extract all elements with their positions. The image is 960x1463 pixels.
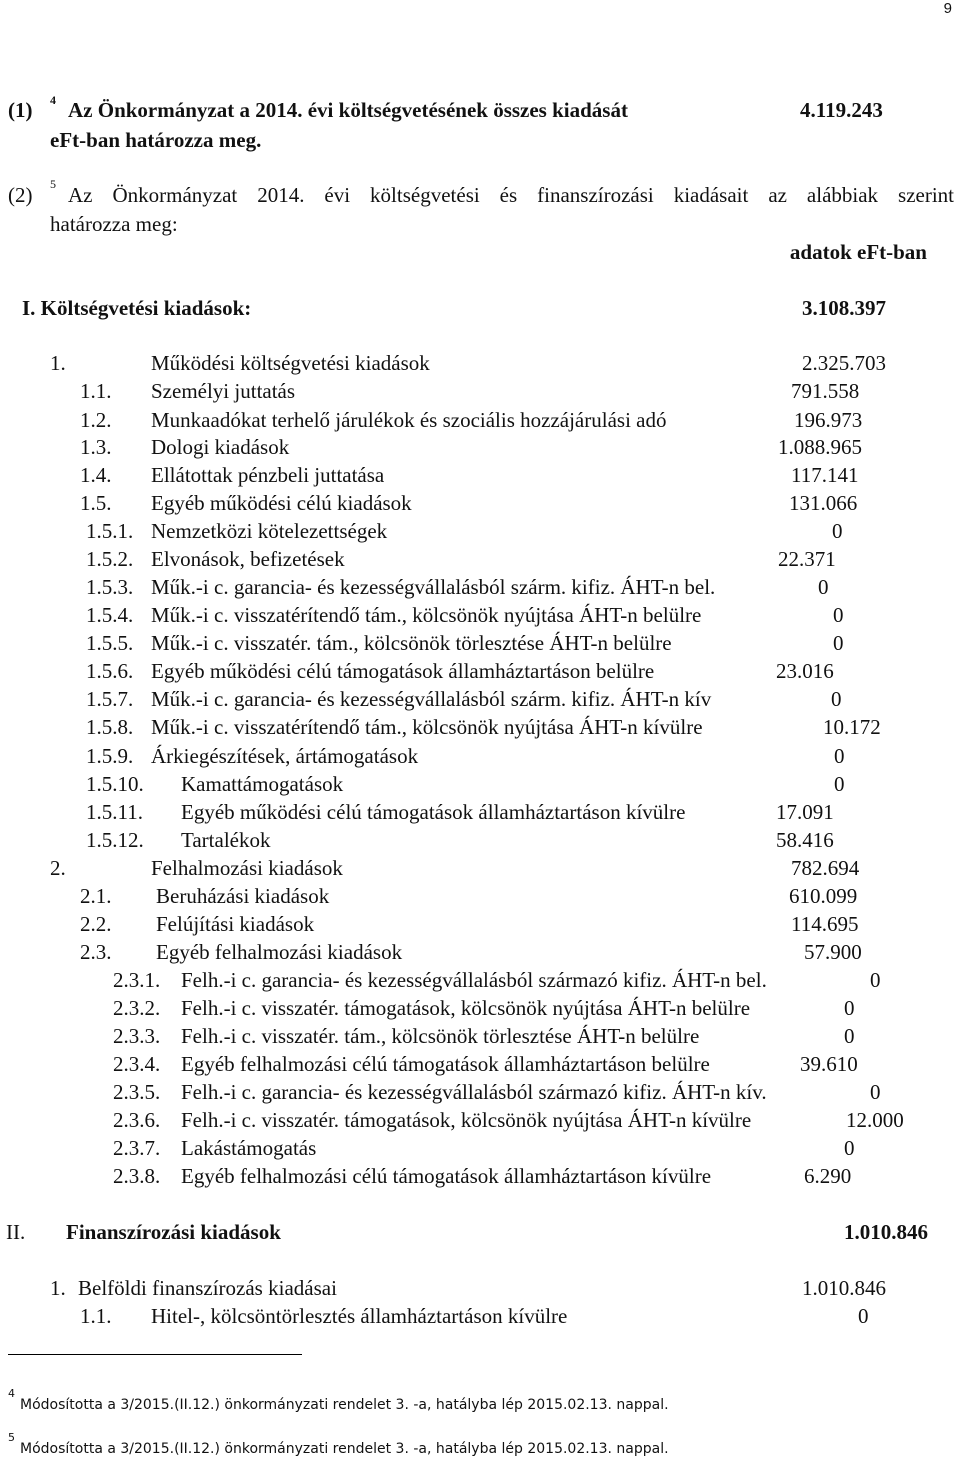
row-label: Felújítási kiadások [156, 912, 315, 936]
row-label: Kamattámogatások [181, 772, 344, 796]
row-value: 782.694 [791, 856, 860, 880]
row-number: 1.1. [80, 379, 112, 403]
row-value: 117.141 [791, 463, 859, 487]
row-value: 791.558 [791, 379, 860, 403]
row-number: 2.3.5. [113, 1080, 161, 1104]
para2-text: Az Önkormányzat 2014. évi költségvetési és finanszírozási kiadásait az alábbiak szerint [68, 183, 954, 207]
row-number: 1.5.12. [86, 828, 144, 852]
footnote-text: Módosította a 3/2015.(II.12.) önkormányzati rendelet 3. -a, hatályba lép 2015.02.13. nappal. [20, 1397, 669, 1413]
row-number: 1.1. [80, 1304, 112, 1328]
row-number: 2.3. [80, 940, 112, 964]
para1-value: 4.119.243 [800, 98, 883, 122]
row-number: 2.3.7. [113, 1136, 161, 1160]
row-value: 58.416 [776, 828, 834, 852]
para1-number: (1) [8, 98, 33, 122]
row-number: 2.3.3. [113, 1024, 161, 1048]
row-number: 2.3.2. [113, 996, 161, 1020]
row-label: Műk.-i c. garancia- és kezességvállalásból szárm. kifiz. ÁHT-n kív [151, 687, 712, 711]
footnote-mark: 5 [8, 1431, 15, 1444]
row-label: Egyéb felhalmozási kiadások [156, 940, 403, 964]
row-number: 2.3.1. [113, 968, 161, 992]
row-number: 1.4. [80, 463, 112, 487]
row-value: 0 [870, 1080, 881, 1104]
row-number: 1.5.2. [86, 547, 134, 571]
row-number: 1. [50, 351, 66, 375]
row-number: 1. [50, 1276, 66, 1300]
row-value: 0 [844, 1024, 855, 1048]
footnote-mark: 4 [8, 1387, 15, 1400]
section2-number: II. [6, 1220, 26, 1244]
row-number: 1.3. [80, 435, 112, 459]
row-number: 1.5.9. [86, 744, 134, 768]
row-value: 114.695 [791, 912, 859, 936]
row-label: Műk.-i c. visszatérítendő tám., kölcsönök nyújtása ÁHT-n belülre [151, 603, 702, 627]
row-value: 610.099 [789, 884, 858, 908]
row-label: Egyéb felhalmozási célú támogatások államháztartáson belülre [181, 1052, 710, 1076]
row-value: 1.088.965 [778, 435, 862, 459]
row-value: 17.091 [776, 800, 834, 824]
row-value: 131.066 [789, 491, 858, 515]
row-value: 0 [858, 1304, 869, 1328]
row-number: 1.5.10. [86, 772, 144, 796]
row-label: Elvonások, befizetések [151, 547, 345, 571]
section2-label: Finanszírozási kiadások [66, 1220, 281, 1244]
row-label: Egyéb működési célú támogatások államháztartáson kívülre [181, 800, 686, 824]
row-label: Árkiegészítések, ártámogatások [151, 744, 419, 768]
row-value: 0 [844, 996, 855, 1020]
row-number: 2. [50, 856, 66, 880]
row-value: 6.290 [804, 1164, 852, 1188]
row-label: Belföldi finanszírozás kiadásai [78, 1276, 337, 1300]
row-label: Felh.-i c. visszatér. támogatások, kölcsönök nyújtása ÁHT-n belülre [181, 996, 751, 1020]
row-label: Személyi juttatás [151, 379, 296, 403]
row-label: Felh.-i c. visszatér. támogatások, kölcsönök nyújtása ÁHT-n kívülre [181, 1108, 752, 1132]
row-number: 1.5.6. [86, 659, 134, 683]
row-label: Tartalékok [181, 828, 271, 852]
row-number: 2.1. [80, 884, 112, 908]
row-value: 0 [834, 744, 845, 768]
row-value: 10.172 [823, 715, 881, 739]
para1-text-line2: eFt-ban határozza meg. [50, 128, 262, 152]
row-label: Felh.-i c. garancia- és kezességvállalásból származó kifiz. ÁHT-n kív. [181, 1080, 767, 1104]
para2-number: (2) [8, 183, 33, 207]
section1-label: I. Költségvetési kiadások: [22, 296, 252, 320]
row-value: 0 [834, 772, 845, 796]
row-label: Ellátottak pénzbeli juttatása [151, 463, 385, 487]
row-value: 1.010.846 [802, 1276, 886, 1300]
para2-text-line2: határozza meg: [50, 212, 178, 236]
row-label: Működési költségvetési kiadások [151, 351, 430, 375]
footnote-separator [8, 1354, 302, 1355]
row-label: Lakástámogatás [181, 1136, 317, 1160]
row-value: 2.325.703 [802, 351, 886, 375]
row-number: 1.5.11. [86, 800, 143, 824]
row-value: 22.371 [778, 547, 836, 571]
row-value: 0 [831, 687, 842, 711]
row-value: 0 [818, 575, 829, 599]
para1-text: Az Önkormányzat a 2014. évi költségvetésének összes kiadását [68, 98, 628, 122]
row-value: 0 [833, 603, 844, 627]
row-value: 23.016 [776, 659, 834, 683]
row-label: Munkaadókat terhelő járulékok és szociális hozzájárulási adó [151, 408, 667, 432]
para1-footnote-mark: 4 [50, 93, 56, 107]
row-number: 1.5.1. [86, 519, 134, 543]
row-label: Felhalmozási kiadások [151, 856, 343, 880]
row-label: Felh.-i c. visszatér. tám., kölcsönök törlesztése ÁHT-n belülre [181, 1024, 700, 1048]
row-number: 2.3.4. [113, 1052, 161, 1076]
row-value: 0 [870, 968, 881, 992]
row-number: 2.3.8. [113, 1164, 161, 1188]
row-value: 12.000 [846, 1108, 904, 1132]
row-label: Egyéb felhalmozási célú támogatások államháztartáson kívülre [181, 1164, 712, 1188]
row-label: Egyéb működési célú támogatások államháztartáson belülre [151, 659, 655, 683]
para2-footnote-mark: 5 [50, 177, 56, 191]
footnote-text: Módosította a 3/2015.(II.12.) önkormányzati rendelet 3. -a, hatályba lép 2015.02.13. nappal. [20, 1441, 669, 1457]
row-label: Egyéb működési célú kiadások [151, 491, 412, 515]
row-value: 0 [833, 631, 844, 655]
section2-value: 1.010.846 [844, 1220, 928, 1244]
row-label: Műk.-i c. visszatér. tám., kölcsönök törlesztése ÁHT-n belülre [151, 631, 672, 655]
row-value: 0 [832, 519, 843, 543]
row-value: 57.900 [804, 940, 862, 964]
row-label: Beruházási kiadások [156, 884, 330, 908]
row-value: 39.610 [800, 1052, 858, 1076]
page-number: 9 [943, 0, 952, 17]
row-number: 1.2. [80, 408, 112, 432]
row-number: 1.5. [80, 491, 112, 515]
row-number: 2.3.6. [113, 1108, 161, 1132]
row-number: 2.2. [80, 912, 112, 936]
row-label: Felh.-i c. garancia- és kezességvállalásból származó kifiz. ÁHT-n bel. [181, 968, 767, 992]
row-label: Műk.-i c. visszatérítendő tám., kölcsönök nyújtása ÁHT-n kívülre [151, 715, 703, 739]
section1-value: 3.108.397 [802, 296, 886, 320]
row-number: 1.5.8. [86, 715, 134, 739]
unit-label: adatok eFt-ban [789, 240, 927, 264]
row-label: Műk.-i c. garancia- és kezességvállalásból szárm. kifiz. ÁHT-n bel. [151, 575, 716, 599]
row-label: Nemzetközi kötelezettségek [151, 519, 388, 543]
row-number: 1.5.4. [86, 603, 134, 627]
row-label: Hitel-, kölcsöntörlesztés államháztartáson kívülre [151, 1304, 568, 1328]
row-number: 1.5.7. [86, 687, 134, 711]
row-number: 1.5.5. [86, 631, 134, 655]
row-value: 0 [844, 1136, 855, 1160]
row-value: 196.973 [794, 408, 863, 432]
row-number: 1.5.3. [86, 575, 134, 599]
row-label: Dologi kiadások [151, 435, 290, 459]
